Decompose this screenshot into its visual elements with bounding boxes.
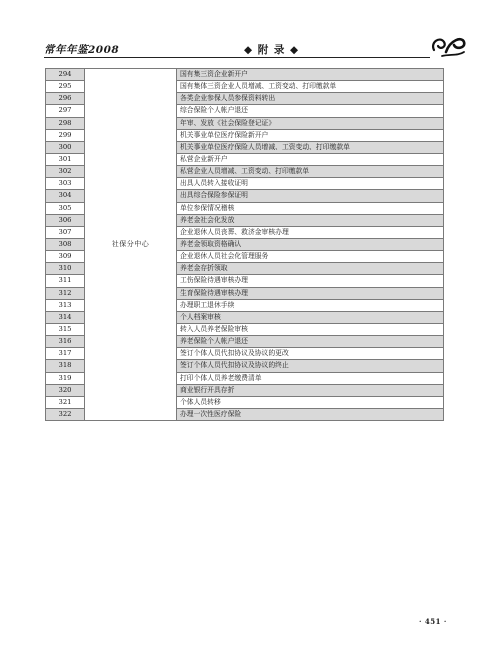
- service-item: 养老保险个人帐户退还: [177, 336, 444, 348]
- row-number: 299: [46, 129, 85, 141]
- row-number: 315: [46, 323, 85, 335]
- row-number: 307: [46, 226, 85, 238]
- row-number: 314: [46, 311, 85, 323]
- service-item: 养老金领取资格确认: [177, 238, 444, 250]
- row-number: 319: [46, 372, 85, 384]
- row-number: 295: [46, 81, 85, 93]
- row-number: 309: [46, 251, 85, 263]
- service-item: 各类企业参保人员参保资料转出: [177, 93, 444, 105]
- table-row: [46, 69, 444, 81]
- service-item: 综合保险个人帐户退还: [177, 105, 444, 117]
- row-number: 303: [46, 178, 85, 190]
- row-number: 298: [46, 117, 85, 129]
- service-item: 出具综合保险参保证明: [177, 190, 444, 202]
- service-item: 企业退休人员社会化管理服务: [177, 251, 444, 263]
- book-title: 常年年鉴2008: [44, 44, 120, 56]
- service-item: 签订个体人员代扣协议及协议的终止: [177, 360, 444, 372]
- service-item: 国有集体三资企业人员增减、工资变动、打印缴款单: [177, 81, 444, 93]
- row-number: 296: [46, 93, 85, 105]
- row-number: 305: [46, 202, 85, 214]
- service-item: 企业退休人员丧葬、救济金审核办理: [177, 226, 444, 238]
- row-number: 301: [46, 153, 85, 165]
- service-item: 个体人员转移: [177, 396, 444, 408]
- service-item: 机关事业单位医疗保险新开户: [177, 129, 444, 141]
- service-item: 单位参保情况稽核: [177, 202, 444, 214]
- page-number: · 451 ·: [419, 617, 447, 626]
- service-item: 生育保险待遇审核办理: [177, 287, 444, 299]
- service-item: 办理职工退休手续: [177, 299, 444, 311]
- row-number: 294: [46, 69, 85, 81]
- row-number: 317: [46, 348, 85, 360]
- service-items-table: [45, 68, 444, 421]
- row-number: 316: [46, 336, 85, 348]
- row-number: 312: [46, 287, 85, 299]
- row-number: 300: [46, 141, 85, 153]
- service-item: 办理一次性医疗保险: [177, 408, 444, 420]
- section-title: ◆ 附 录 ◆: [244, 44, 300, 56]
- service-item: 商业银行开具存折: [177, 384, 444, 396]
- service-item: 出具人员转入接收证明: [177, 178, 444, 190]
- department-cell: 社保分中心: [85, 69, 177, 421]
- service-item: 私营企业新开户: [177, 153, 444, 165]
- row-number: 320: [46, 384, 85, 396]
- service-item: 转入人员养老保险审核: [177, 323, 444, 335]
- service-item: 打印个体人员养老缴费清单: [177, 372, 444, 384]
- row-number: 297: [46, 105, 85, 117]
- service-item: 养老金存折领取: [177, 263, 444, 275]
- row-number: 304: [46, 190, 85, 202]
- row-number: 308: [46, 238, 85, 250]
- row-number: 318: [46, 360, 85, 372]
- service-item: 国有集三资企业新开户: [177, 69, 444, 81]
- service-item: 年审、发放《社会保险登记证》: [177, 117, 444, 129]
- service-item: 养老金社会化发放: [177, 214, 444, 226]
- row-number: 311: [46, 275, 85, 287]
- row-number: 310: [46, 263, 85, 275]
- service-item: 个人档案审核: [177, 311, 444, 323]
- row-number: 321: [46, 396, 85, 408]
- service-item: 签订个体人员代扣协议及协议的更改: [177, 348, 444, 360]
- row-number: 322: [46, 408, 85, 420]
- swirl-logo-icon: [428, 30, 468, 60]
- row-number: 313: [46, 299, 85, 311]
- header-rule: [44, 57, 430, 58]
- service-item: 机关事业单位医疗保险人员增减、工资变动、打印缴款单: [177, 141, 444, 153]
- row-number: 302: [46, 166, 85, 178]
- row-number: 306: [46, 214, 85, 226]
- page-header: [44, 36, 466, 58]
- service-item: 工伤保险待遇审核办理: [177, 275, 444, 287]
- service-item: 私营企业人员增减、工资变动、打印缴款单: [177, 166, 444, 178]
